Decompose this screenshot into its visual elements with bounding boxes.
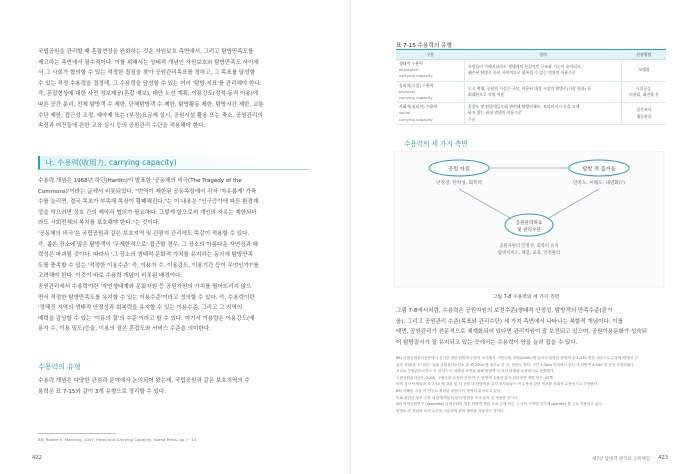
method-line: 시설공종, bbox=[635, 85, 653, 91]
capacity-type-english: carrying capacity bbox=[399, 116, 433, 122]
capacity-type-english: social bbox=[399, 110, 411, 116]
capacity-type-english: physical bbox=[399, 88, 415, 94]
footnote-line: 88) 국립공원관리공단에서 실시한 대한 탐방객 수용력 조사에서 '자연공원 정원(2000)'에 있어서 탐방한 탐방객 총 1,370 명을 대상으로 수용력(탐방자 간 bbox=[396, 356, 638, 360]
section-heading-bar bbox=[38, 156, 310, 170]
footnote: 88) Robert E. Manning, 2007, Parks and Carrying Capacity, Island Press, pp.7~13. bbox=[38, 437, 198, 442]
footnote-line: 탐방로 간 경관의 보전 수준을 구분하며 관리 방안을 적용하는 것이다. bbox=[396, 408, 505, 413]
center-node-label: 공원관리목표 bbox=[515, 221, 543, 226]
method-line: 행동관찰 bbox=[636, 113, 652, 119]
table-header-cell: 정의 bbox=[465, 50, 622, 60]
method-cell bbox=[622, 60, 667, 82]
paragraph-line: 공원관리에서 수용력이란 '자연생태계와 문화자원 등 공원자원의 가치를 떨어뜨리지 않으 bbox=[38, 283, 252, 290]
paragraph-line: 수단 제한, 접근성 조정, 예약제 또는 (부정)요금제 실시, 공원시설 활용 또는 축소, 공원관리의 bbox=[38, 112, 263, 119]
table-row bbox=[396, 60, 666, 82]
figure-title: 수용력의 세 가지 측면 bbox=[404, 140, 468, 148]
capacity-type-english: ecological bbox=[399, 67, 419, 73]
center-node-description: 탐방서비스, 체험, 교육, 안전관리 bbox=[497, 251, 561, 256]
figure-explanation-text bbox=[396, 306, 668, 348]
footnotes bbox=[396, 355, 638, 414]
paragraph-line: 앙을 막으려면 상호 간의 제약과 협의가 필요하다. 그렇게 함으로써 개인의 자유는 제한되더 bbox=[38, 209, 257, 216]
carrying-capacity-text bbox=[38, 176, 310, 335]
paragraph-line: Commons)'이라는 글에서 비롯되었다. "번역이 제한된 공동목장에서 각자 '자유롭게' 가축 bbox=[38, 188, 257, 195]
running-head: 제7장 탐방객 관리와 공원체험 bbox=[592, 457, 650, 462]
paragraph-line: 면서 적정한 탐방만족도를 유지할 수 있는 이용수준'이라고 정의할 수 있다. 즉, 수용력이란 bbox=[38, 294, 255, 301]
footnote-line: 90) 지역공원연구 (Yosemite) 국립공원의 경우 탐방객 제한 조치 등에 따른 그 사이 구역별 허가제 (permit) 를 주로 적용하고 있다. bbox=[396, 402, 604, 407]
left-page bbox=[0, 0, 348, 474]
paragraph-line: 속성과 여건들에 관한 교육 실시 등의 공원관리 수단을 적용해야 한다. bbox=[38, 123, 206, 130]
paragraph-line: 고려해야 한다. 이것이 바로 수용력 개념이 비롯된 배경이다. bbox=[38, 273, 183, 280]
table-row bbox=[396, 103, 666, 125]
paragraph-line: 수용력 개념은 다양한 관점과 분야에서 논의되어 왔는데, 국립공원과 같은 보호지역의 수 bbox=[38, 378, 250, 384]
paragraph-line: 용력은 표 7-15와 같이 3개 유형으로 정리할 수 있다. bbox=[38, 388, 166, 395]
table-header-cell: 구분 bbox=[396, 50, 465, 60]
paragraph-line: 수 있는 적정 수용력을 결정해, 그 수용력을 담성할 수 있는 여러 '탐방·지표'를 관리해야 한다. bbox=[38, 80, 262, 87]
capacity-type-name: 사회적(심리적) 수용력 bbox=[399, 104, 438, 110]
footnote-line: 지리로 공원관리보전소 이 의 반드시 대중의 자연을 위해 탐방객 이 지난 탐방을 수용력으로 산출했다. bbox=[396, 369, 555, 374]
paragraph-line: 라도 사회전체의 복지를 보호해야 한다."는 것이다. bbox=[38, 220, 160, 227]
paragraph-line: 즉, 혼잡현상에 대한 사전 정보제공(혼잡 예보), 태안 노선 계획, 이용강도(정적·동적 이용)에 bbox=[38, 91, 259, 98]
carrying-capacity-types-text bbox=[38, 376, 310, 397]
paragraph-line: 력성은 파괴될 것이다. 따라서 '그 장소의 생태적·문화적 가치를 유지하는 동시에 탐방만족 bbox=[38, 252, 253, 259]
page-gutter bbox=[349, 0, 351, 474]
capacity-types-table bbox=[396, 49, 666, 125]
paragraph-line: 도를 충족할 수 있는 '적정한 이용수준' 즉, 이용자 수, 이용강도, 이용기간 등이 무엇인가?'를 bbox=[38, 262, 259, 269]
paragraph-line: 움), 그리고 공원관리 수준(목표와 관리수단) 세 가지 측면에서 나타나는 복합적 개념이다. 이를 bbox=[396, 318, 623, 325]
definition-line: 혼잡도 및 탐방객들도와 관련해 탐방만족도, 트리이머시 등을 고제 bbox=[468, 104, 580, 110]
paragraph-line: '공동체의 비극'은 국립공원과 같은 보호지역 및 관광지 관리에도 똑같이 적용할 수 있다. bbox=[38, 230, 250, 237]
intro-paragraph bbox=[38, 47, 310, 132]
page-number-right: 423 bbox=[658, 455, 668, 461]
paragraph-line: 즉, 좁은 장소에 많은 탐방객이 '무제한적으로' 접근할 경우, 그 장소의 아름다운 자연성과 매 bbox=[38, 241, 258, 248]
paragraph-line: 수를 늘리면, 결국 목초가 부족해 목장이 황폐해진다."는 이 내용은 "인구증가에 따른 환경재 bbox=[38, 199, 259, 206]
node-description: 만족도, 이해도, 내면화(?) bbox=[573, 181, 625, 186]
figure-caption: 그림 7-8 수용력의 세 가지 측면 bbox=[492, 295, 560, 300]
method-line: 이용률, 회전율 등 bbox=[628, 91, 660, 97]
node-label: 공원 자원 bbox=[448, 166, 470, 173]
page-number-left: 422 bbox=[32, 455, 42, 461]
capacity-type-cell bbox=[396, 103, 465, 125]
paragraph-line: 그림 7-8에서처럼, 수용력은 공원자원의 보전수준(생태적 안정성, 탐방객의 만족수준(즐거 bbox=[396, 308, 613, 314]
paragraph-line: 테면, 공원관리가 전문적으로 체계화되어 있다면 관리자원이 잘 보전되고 있으며, 공원이용문화가 성숙되 bbox=[396, 329, 647, 336]
footnote-line: 89) 이해한 지침 이 연구로 정리된 내용이 이 영역의 분석되고 있다. bbox=[396, 388, 502, 393]
capacity-type-cell bbox=[396, 81, 465, 103]
right-page bbox=[352, 0, 700, 474]
table-caption: 표 7-15 수용력의 유형 bbox=[396, 43, 452, 49]
capacity-type-cell bbox=[396, 60, 465, 82]
method-cell bbox=[622, 81, 667, 103]
paragraph-line: 매력을 감상할 수 있는 '이용의 질'의 수준'이라고 할 수 있다. 여기서 이용량은 이용강도(예 bbox=[38, 315, 255, 322]
capacity-type-name: 물리적(시설) 수용력 bbox=[399, 82, 434, 88]
center-node-label: 및 관리수단 bbox=[517, 228, 541, 233]
footnote-line: 이에 공사 단체들을 표 7-15 에 대한 및 서 공원 내 탐방객을 특히 조사되었으 며 수용력 관련 정보를 사회적 수용력으로 추정했다. bbox=[396, 382, 599, 387]
definition-line: 수준 bbox=[468, 116, 476, 122]
definition-line: 사람들이 가해지더라도 생태계의 본질적인 구조와 기능이 유지되고, bbox=[468, 64, 582, 70]
paragraph-line: 따른 공간 분리, 전체 탐방객 수 제한, 단체탐방객 수 제한, 탐방활동 제한, 탐방시간 제한, 교통 bbox=[38, 101, 264, 108]
table-header-cell: 산정방법 bbox=[622, 50, 667, 60]
center-node-description: 공원자원의 안정성, 회복력 유지 bbox=[499, 244, 559, 249]
capacity-type-english: carrying capacity bbox=[399, 73, 433, 79]
node-description: 안정성, 탄력성, 회복력 bbox=[436, 181, 482, 186]
capacity-type-name: 생태적 수용력 bbox=[399, 61, 423, 66]
footnote-line: 이와 관련한 정보 공원 내 탐방객들의 관리 방법을 조사 분석 및 적용한 것이다. bbox=[396, 395, 519, 400]
definition-line: 도시 여행, 공원의 시설수·규모, 이용된 대상 시설의 탐방로(사람 통과) 등 bbox=[468, 85, 592, 91]
footnote-line: 접촉 상태)을 조사하는 것을 공원관리보전소 를 해 2000 명 정도로 한 곳, 탐방로 했다. 구간 1.5km 이내에서 동선 대 탐방객 4,000 명 등을 가정하였다. bbox=[396, 362, 635, 367]
paragraph-line: 서 그 사회가 합의할 수 있는 적정한 접점을 찾아 공원관리목표를 정하고, 그 목표를 달성할 bbox=[38, 70, 255, 77]
definition-line: 최대한도로 적정 이용 bbox=[468, 91, 505, 97]
method-cell bbox=[622, 103, 667, 125]
paragraph-line: 용자 수, 이용 밀도)등을, 이용의 질은 혼잡도와 서비스 수준을 의미한다. bbox=[38, 326, 211, 333]
capacity-diagram bbox=[392, 151, 666, 289]
paragraph-line: 어 탐방질서가 잘 유지되고 있는 곳에서는 수용력이 양을 늘려 잡을 수 있다. bbox=[396, 339, 578, 346]
table-header-row bbox=[396, 50, 666, 60]
definition-cell bbox=[465, 81, 622, 103]
definition-line: 하지 않는 최대 범위의 이용수준 bbox=[468, 110, 522, 116]
definition-cell bbox=[465, 60, 622, 82]
footnote-divider bbox=[38, 433, 116, 434]
definition-line: 훼손된 탐방로 등이 자연적으로 회복될 수 있는 범위의 이용수준 bbox=[468, 70, 576, 76]
method-line: 설문조사 bbox=[636, 107, 652, 113]
paragraph-line: 국립공원을 관리할 때 혼잡현상을 완화하는 것은 자원보호 측면에서, 그리고 탐방만족도를 bbox=[38, 49, 254, 55]
definition-cell bbox=[465, 103, 622, 125]
footnote-line: 국립공원관리공단, 2000, 국립공원 수용력 산정 연구. 탐방객 수용력 분석 관리방향 개발 연구. 45쪽. bbox=[396, 375, 555, 380]
capacity-type-english: carrying capacity bbox=[399, 95, 433, 101]
table-row bbox=[396, 81, 666, 103]
paragraph-line: 수용력 개념은 1968년 하딘(Hardin)이 발표한 '공동체의 비극(The Tragedy of the bbox=[38, 178, 242, 184]
subsection-heading: 수용력의 유형 bbox=[38, 363, 81, 371]
node-label: 탐방 적 즐거움 bbox=[582, 166, 616, 173]
paragraph-line: 제고하는 측면에서 필수적이다. 이를 위해서는 상태적 개념인 자원보호와 탐방만족도 사이에 bbox=[38, 59, 259, 66]
paragraph-line: '정해진 지역의 생태적 안정성과 회복력을 유지할 수 있는 이용수준, 그리고 그 지역의 bbox=[38, 305, 243, 312]
method-line: 모델링 bbox=[638, 67, 650, 73]
section-heading: 나. 수용력(收用力, carrying capacity) bbox=[45, 158, 177, 167]
